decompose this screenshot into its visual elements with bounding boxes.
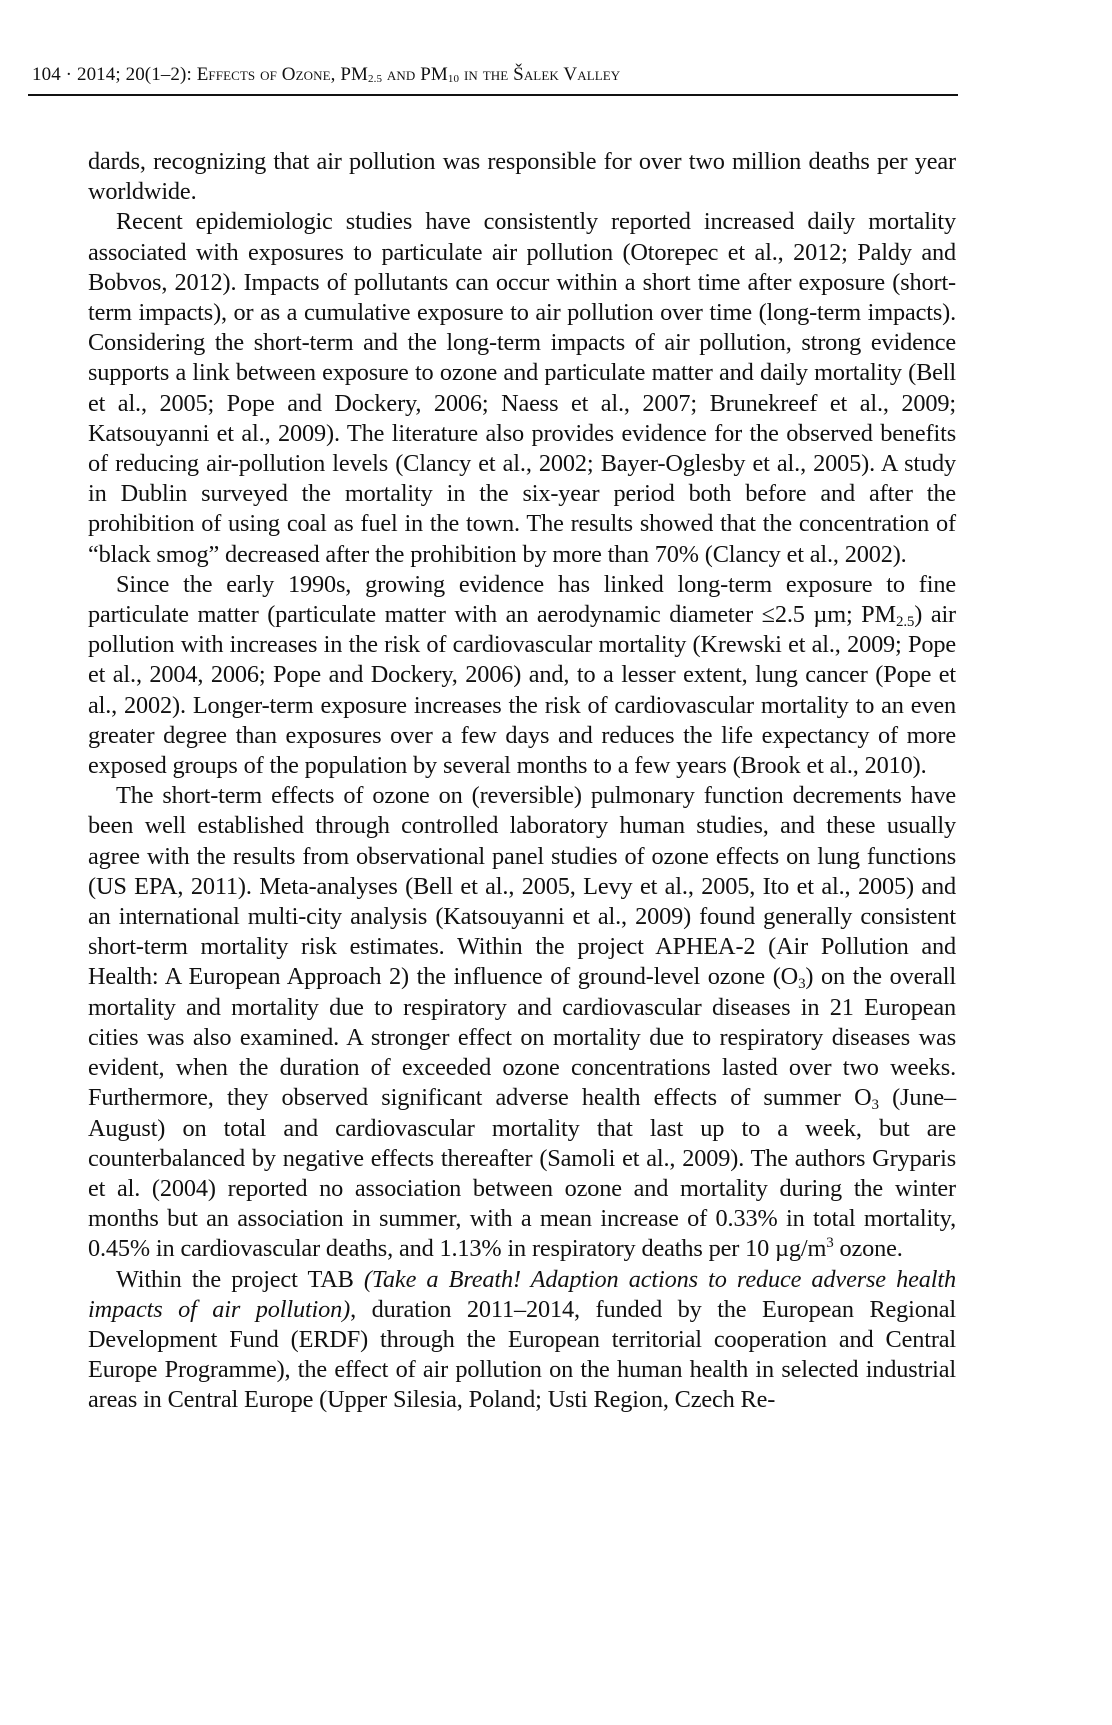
- text-run: ) air pollution with increases in the risk of cardiovascular mortality (Krewski et al., 2009; Pope et al., 2004, 2006; Pope and Dockery, 2006) and, to a lesser extent, lung cancer (Pope et al., 2002). Longer-term exposure increases the risk of cardiovascular mortality to an even greater degree than exposures over a few days and reduces the life expectancy of more exposed groups of the population by several months to a few years (Brook et al., 2010).: [88, 601, 956, 780]
- running-title: [197, 64, 621, 85]
- superscript: 3: [826, 1235, 834, 1252]
- paragraph: [88, 570, 956, 781]
- subscript: 2.5: [895, 614, 915, 631]
- paragraph: [88, 147, 956, 207]
- text-run: ) on the overall mortality and mortality due to respiratory and cardiovascular diseases in 21 European cities was also examined. A stronger effect on mortality due to respiratory diseases was evident, when the duration of exceeded ozone concentrations lasted over two weeks. Furthermore, they observed significant adverse health effects of summer O: [88, 963, 956, 1112]
- title-segment: and PM: [382, 64, 448, 85]
- subscript: 3: [871, 1097, 879, 1114]
- paragraph: [88, 207, 956, 569]
- text-run: , duration 2011–2014, funded by the European Regional Development Fund (ERDF) through the European territorial cooperation and Central Europe Programme), the effect of air pollution on the human health in selected industrial areas in Central Europe (Upper Silesia, Poland; Usti Region, Czech Re-: [88, 1295, 956, 1414]
- title-segment: in the Šalek Valley: [459, 64, 621, 85]
- running-head: [32, 64, 962, 86]
- text-run: Since the early 1990s, growing evidence has linked long-term exposure to fine particulate matter (particulate matter with an aerodynamic diameter ≤2.5 µm; PM: [88, 570, 956, 629]
- title-subscript: 10: [447, 73, 460, 85]
- subscript: 3: [798, 976, 806, 993]
- journal-citation: 2014; 20(1–2):: [76, 64, 192, 85]
- paragraph: [88, 1265, 956, 1416]
- italic-text: (Take a Breath! Adaption actions to reduce adverse health impacts of air pollution): [88, 1265, 956, 1323]
- text-run: Recent epidemiologic studies have consistently reported increased daily mortality associated with exposures to particulate air pollution (Otorepec et al., 2012; Paldy and Bobvos, 2012). Impacts of pollutants can occur within a short time after exposure (short-term impacts), or as a cumulative exposure to air pollution over time (long-term impacts). Considering the short-term and the long-term impacts of air pollution, strong evidence supports a link between exposure to ozone and particulate matter and daily mortality (Bell et al., 2005; Pope and Dockery, 2006; Naess et al., 2007; Brunekreef et al., 2009; Katsouyanni et al., 2009). The literature also provides evidence for the observed benefits of reducing air-pollution levels (Clancy et al., 2002; Bayer-Oglesby et al., 2005). A study in Dublin surveyed the mortality in the six-year period both before and after the prohibition of using coal as fuel in the town. The results showed that the concentration of “black smog” decreased after the prohibition by more than 70% (Clancy et al., 2002).: [88, 208, 956, 568]
- head-separator: ·: [65, 64, 73, 85]
- title-segment: Effects of Ozone, PM: [196, 64, 369, 85]
- text-run: (June–August) on total and cardiovascular mortality that last up to a week, but are counterbalanced by negative effects thereafter (Samoli et al., 2009). The authors Gryparis et al. (2004) reported no association between ozone and mortality during the winter months but an association in summer, with a mean increase of 0.33% in total mortality, 0.45% in cardiovascular deaths, and 1.13% in respiratory deaths per 10 µg/m: [88, 1084, 956, 1263]
- body-text: [88, 147, 956, 1416]
- text-run: Within the project TAB: [116, 1265, 364, 1293]
- text-run: ozone.: [833, 1235, 903, 1263]
- text-run: The short-term effects of ozone on (reversible) pulmonary function decrements have been well established through controlled laboratory human studies, and these usually agree with the results from observational panel studies of ozone effects on lung functions (US EPA, 2011). Meta-analyses (Bell et al., 2005, Levy et al., 2005, Ito et al., 2005) and an international multi-city analysis (Katsouyanni et al., 2009) found generally consistent short-term mortality risk estimates. Within the project APHEA-2 (Air Pollution and Health: A European Approach 2) the influence of ground-level ozone (O: [88, 782, 956, 991]
- header-rule: [28, 94, 958, 96]
- text-run: dards, recognizing that air pollution was responsible for over two million deaths per year worldwide.: [88, 148, 956, 206]
- page-number: 104: [32, 64, 61, 85]
- title-subscript: 2.5: [368, 73, 383, 85]
- paragraph: [88, 781, 956, 1264]
